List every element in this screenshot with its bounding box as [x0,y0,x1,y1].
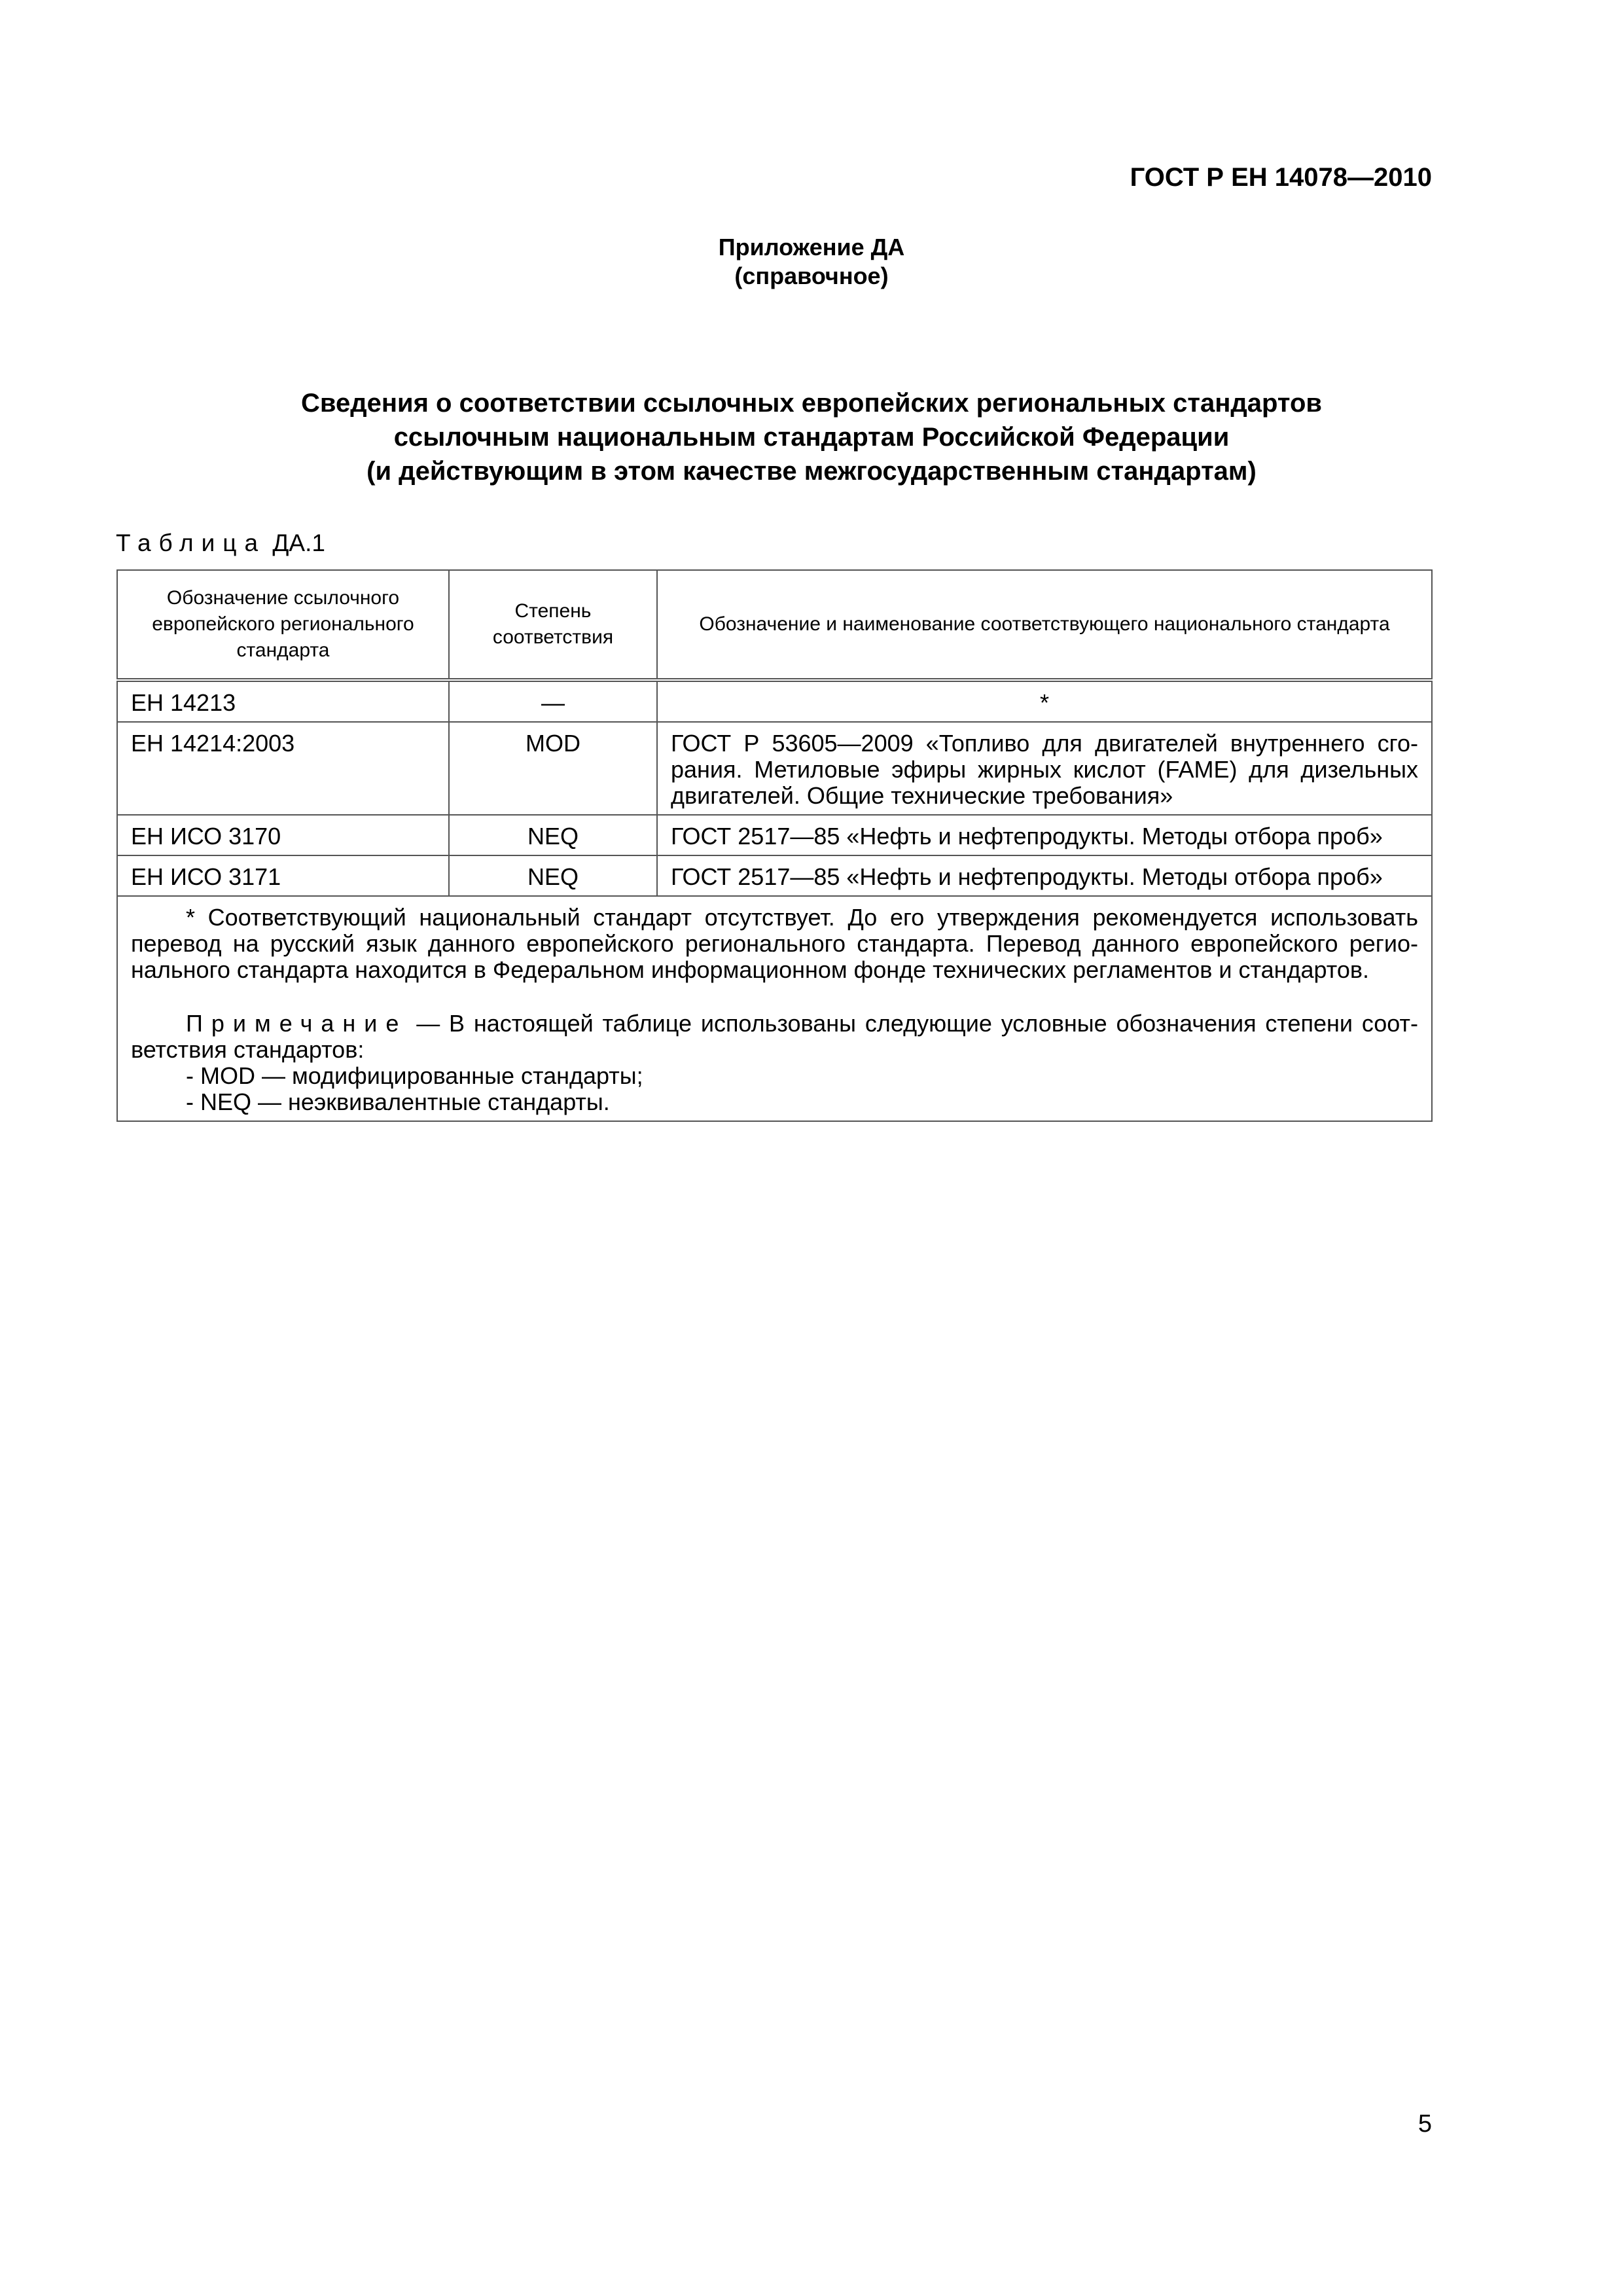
section-title-line-2: ссылочным национальным стандартам Российской Федерации [393,423,1230,452]
degree-cell: NEQ [449,855,657,896]
footnote-text: * Соответствующий национальный стандарт отсутствует. До его утверждения рекомендуется использовать перевод на русский язык данного европейского регионального стандарта. Перевод данного европейского регио-нального стандарта находится в Федеральном информационном фонде технических регламентов и стандартов. [131,904,1418,983]
note-paragraph [131,1011,1418,1063]
table-row [117,855,1432,896]
column-header-national: Обозначение и наименование соответствующего национального стандарта [657,570,1432,680]
table-caption-word: Таблица [116,529,266,556]
column-header-reference: Обозначение ссылочного европейского регионального стандарта [117,570,449,680]
correspondence-table [116,569,1433,1122]
degree-cell: — [449,680,657,722]
reference-standard-cell: ЕН ИСО 3170 [117,815,449,855]
reference-standard-cell: ЕН 14213 [117,680,449,722]
document-code: ГОСТ Р ЕН 14078—2010 [1130,163,1432,192]
column-header-degree: Степень соответствия [449,570,657,680]
section-title-line-3: (и действующим в этом качестве межгосударственным стандартам) [366,457,1257,486]
table-row [117,815,1432,855]
table-row [117,680,1432,722]
table-caption-number: ДА.1 [272,529,325,556]
table-footer-row [117,896,1432,1121]
national-standard-cell: ГОСТ Р 53605—2009 «Топливо для двигателей внутреннего сго-рания. Метиловые эфиры жирных кислот (FAME) для дизельных двигателей. Общие технические требования» [657,722,1432,815]
national-standard-cell: ГОСТ 2517—85 «Нефть и нефтепродукты. Методы отбора проб» [657,855,1432,896]
reference-standard-cell: ЕН ИСО 3171 [117,855,449,896]
annex-heading [0,233,1623,291]
note-item-neq: - NEQ — неэквивалентные стандарты. [186,1088,610,1115]
annex-type: (справочное) [734,262,889,289]
table-footer-cell [117,896,1432,1121]
degree-cell: NEQ [449,815,657,855]
annex-title: Приложение ДА [718,234,905,260]
section-title-line-1: Сведения о соответствии ссылочных европейских региональных стандартов [301,389,1322,418]
note-item-mod: - MOD — модифицированные стандарты; [186,1062,643,1089]
reference-standard-cell: ЕН 14214:2003 [117,722,449,815]
page-number: 5 [1418,2110,1432,2138]
table-header-row [117,570,1432,680]
section-title [0,386,1623,488]
table-caption [116,529,325,558]
note-text: — В настоящей таблице использованы следующие условные обозначения степени соот-ветствия стандартов: [131,1010,1418,1063]
national-standard-cell: ГОСТ 2517—85 «Нефть и нефтепродукты. Методы отбора проб» [657,815,1432,855]
national-standard-cell: * [657,680,1432,722]
note-label: Примечание [186,1010,408,1037]
degree-cell: MOD [449,722,657,815]
table-row [117,722,1432,815]
